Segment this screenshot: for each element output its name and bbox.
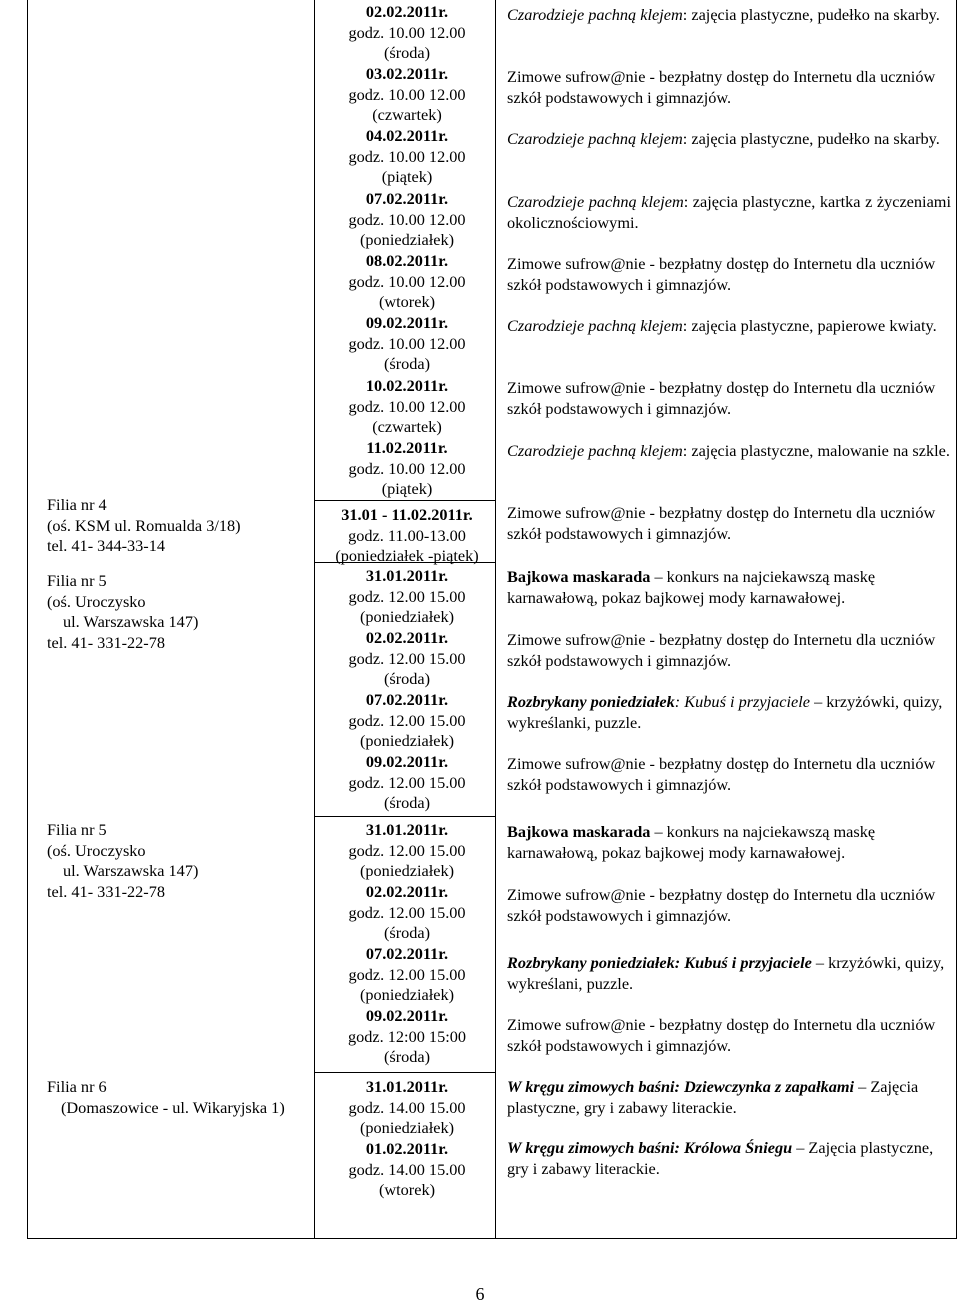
date-value: 08.02.2011r. [365,251,449,270]
date-entry [322,690,492,752]
branch-phone: tel. 41- 344-33-14 [47,536,166,556]
time-range: godz. 12.00 15.00 [348,964,466,984]
branch-phone: tel. 41- 331-22-78 [47,881,166,901]
time-range: godz. 14.00 15.00 [348,1159,466,1179]
date-value: 02.02.2011r. [365,882,449,901]
time-range: godz. 10.00 12.00 [348,458,466,478]
weekday: (wtorek) [378,1180,436,1200]
event-description [507,754,951,795]
branch-address: ul. Warszawska 147) [63,612,199,632]
event-text: Zimowe sufrow@nie - bezpłatny dostęp do Internetu dla uczniów szkół podstawowych i gimnazjów. [507,630,936,670]
date-value: 04.02.2011r. [365,126,449,145]
time-range: godz. 10.00 12.00 [348,271,466,291]
date-entry [322,1077,492,1139]
weekday: (środa) [383,354,431,374]
time-range: godz. 12.00 15.00 [348,648,466,668]
time-range: godz. 12.00 15.00 [348,902,466,922]
date-group-divider [314,500,496,501]
branch-filia-5 [47,820,317,902]
table-border-left [27,0,28,1239]
branch-address: (oś. Uroczysko [47,840,146,860]
weekday: (poniedziałek) [359,607,455,627]
date-value: 02.02.2011r. [365,2,449,21]
event-description [507,378,951,419]
event-text: Zimowe sufrow@nie - bezpłatny dostęp do Internetu dla uczniów szkół podstawowych i gimnazjów. [507,754,936,794]
weekday: (poniedziałek) [359,1118,455,1138]
event-title: Rozbrykany poniedziałek [507,692,675,711]
event-text: : zajęcia plastyczne, pudełko na skarby. [682,5,940,24]
event-description [507,567,951,608]
event-text: Zimowe sufrow@nie - bezpłatny dostęp do Internetu dla uczniów szkół podstawowych i gimnazjów. [507,378,936,418]
date-group-divider [314,1072,496,1073]
event-text: – krzyżówki, quizy, wykreślanki, puzzle. [507,692,943,732]
weekday: (czwartek) [372,417,442,437]
table-border-right [956,0,957,1239]
event-title: Czarodzieje pachną klejem [507,316,683,335]
date-value: 01.02.2011r. [365,1139,449,1158]
date-value: 03.02.2011r. [365,64,449,83]
event-title: W kręgu zimowych baśni: Dziewczynka z zapałkami [507,1077,855,1096]
weekday: (poniedziałek) [359,731,455,751]
branch-name: Filia nr 5 [47,571,107,590]
date-entry [322,189,492,251]
date-value: 31.01.2011r. [365,820,449,839]
time-range: godz. 11.00-13.00 [348,525,466,545]
weekday: (wtorek) [378,292,436,312]
date-value: 09.02.2011r. [365,752,449,771]
time-range: godz. 12.00 15.00 [348,840,466,860]
event-title: W kręgu zimowych baśni: Królowa Śniegu [507,1138,793,1157]
event-text: Zimowe sufrow@nie - bezpłatny dostęp do Internetu dla uczniów szkół podstawowych i gimnazjów. [507,1015,936,1055]
time-range: godz. 10.00 12.00 [348,396,466,416]
date-entry [322,752,492,814]
weekday: (piątek) [381,167,433,187]
event-description [507,630,951,671]
event-title: Czarodzieje pachną klejem [507,5,683,24]
event-text: – Zajęcia plastyczne, gry i zabawy literackie. [507,1138,934,1178]
date-entry [322,438,492,500]
date-entry [322,1006,492,1068]
event-title: Rozbrykany poniedziałek: Kubuś i przyjaciele [507,953,812,972]
branch-filia-4 [47,495,317,557]
event-text: : zajęcia plastyczne, malowanie na szkle. [682,441,950,460]
event-text: : zajęcia plastyczne, kartka z życzeniami okolicznościowymi. [507,192,951,232]
date-value: 09.02.2011r. [365,1006,449,1025]
date-entry [322,1139,492,1201]
event-title: Czarodzieje pachną klejem [507,192,684,211]
date-entry [322,882,492,944]
date-value: 07.02.2011r. [365,189,449,208]
date-entry [322,944,492,1006]
event-subtitle: : Kubuś i przyjaciele [674,692,810,711]
branch-address: ul. Warszawska 147) [63,861,199,881]
page-number: 6 [475,1284,485,1304]
time-range: godz. 12:00 15:00 [347,1026,467,1046]
date-value: 11.02.2011r. [366,438,448,457]
date-group-divider [314,816,496,817]
date-entry [322,820,492,882]
branch-filia-5 [47,571,317,653]
event-description [507,885,951,926]
event-text: – Zajęcia plastyczne, gry i zabawy literackie. [507,1077,919,1117]
event-description [507,1015,951,1056]
branch-phone: tel. 41- 331-22-78 [47,632,166,652]
event-description [507,67,951,108]
date-value: 31.01.2011r. [365,566,449,585]
date-entry [322,64,492,126]
time-range: godz. 10.00 12.00 [348,209,466,229]
branch-name: Filia nr 5 [47,820,107,839]
event-text: – krzyżówki, quizy, wykreślani, puzzle. [507,953,945,993]
weekday: (środa) [383,669,431,689]
branch-name: Filia nr 6 [47,1077,107,1096]
time-range: godz. 10.00 12.00 [348,333,466,353]
event-description [507,822,951,863]
event-description [507,316,951,337]
column-divider-2 [495,0,496,1239]
date-entry [322,628,492,690]
event-description [507,192,951,233]
event-title: Bajkowa maskarada [507,567,651,586]
event-title: Czarodzieje pachną klejem [507,129,683,148]
date-value: 07.02.2011r. [365,690,449,709]
branch-name: Filia nr 4 [47,495,107,514]
date-value: 31.01.2011r. [365,1077,449,1096]
event-title: Czarodzieje pachną klejem [507,441,683,460]
weekday: (środa) [383,923,431,943]
event-description [507,254,951,295]
time-range: godz. 14.00 15.00 [348,1097,466,1117]
event-description [507,441,951,462]
event-description [507,953,951,994]
time-range: godz. 12.00 15.00 [348,772,466,792]
event-text: Zimowe sufrow@nie - bezpłatny dostęp do Internetu dla uczniów szkół podstawowych i gimnazjów. [507,254,936,294]
time-range: godz. 12.00 15.00 [348,586,466,606]
weekday: (czwartek) [372,105,442,125]
date-value: 02.02.2011r. [365,628,449,647]
branch-address: (Domaszowice - ul. Wikaryjska 1) [61,1097,285,1117]
event-description [507,5,951,26]
weekday: (poniedziałek) [359,861,455,881]
event-text: Zimowe sufrow@nie - bezpłatny dostęp do Internetu dla uczniów szkół podstawowych i gimnazjów. [507,67,936,107]
date-entry [322,566,492,628]
event-text: : zajęcia plastyczne, papierowe kwiaty. [682,316,937,335]
weekday: (poniedziałek -piątek) [335,546,479,566]
date-value: 31.01 - 11.02.2011r. [341,505,473,524]
weekday: (środa) [383,793,431,813]
date-value: 09.02.2011r. [365,313,449,332]
weekday: (piątek) [381,479,433,499]
date-entry [322,126,492,188]
event-title: Bajkowa maskarada [507,822,651,841]
date-value: 10.02.2011r. [365,376,449,395]
time-range: godz. 10.00 12.00 [348,22,466,42]
time-range: godz. 10.00 12.00 [348,84,466,104]
weekday: (poniedziałek) [359,230,455,250]
weekday: (środa) [383,43,431,63]
branch-address: (oś. Uroczysko [47,591,146,611]
table-border-bottom [27,1238,957,1239]
event-description [507,1138,951,1179]
time-range: godz. 10.00 12.00 [348,146,466,166]
date-entry [322,2,492,64]
weekday: (poniedziałek) [359,985,455,1005]
event-description [507,129,951,150]
event-description [507,692,951,733]
date-entry [322,313,492,375]
event-description [507,503,951,544]
event-text: – konkurs na najciekawszą maskę karnawałową, pokaz bajkowej mody karnawałowej. [507,567,876,607]
time-range: godz. 12.00 15.00 [348,710,466,730]
date-value: 07.02.2011r. [365,944,449,963]
event-description [507,1077,951,1118]
date-entry [322,505,492,567]
event-text: – konkurs na najciekawszą maskę karnawałową, pokaz bajkowej mody karnawałowej. [507,822,876,862]
event-text: Zimowe sufrow@nie - bezpłatny dostęp do Internetu dla uczniów szkół podstawowych i gimnazjów. [507,503,936,543]
branch-filia-6 [47,1077,317,1118]
event-text: Zimowe sufrow@nie - bezpłatny dostęp do Internetu dla uczniów szkół podstawowych i gimnazjów. [507,885,936,925]
weekday: (środa) [383,1047,431,1067]
date-entry [322,251,492,313]
branch-address: (oś. KSM ul. Romualda 3/18) [47,515,241,535]
date-entry [322,376,492,438]
event-text: : zajęcia plastyczne, pudełko na skarby. [682,129,940,148]
